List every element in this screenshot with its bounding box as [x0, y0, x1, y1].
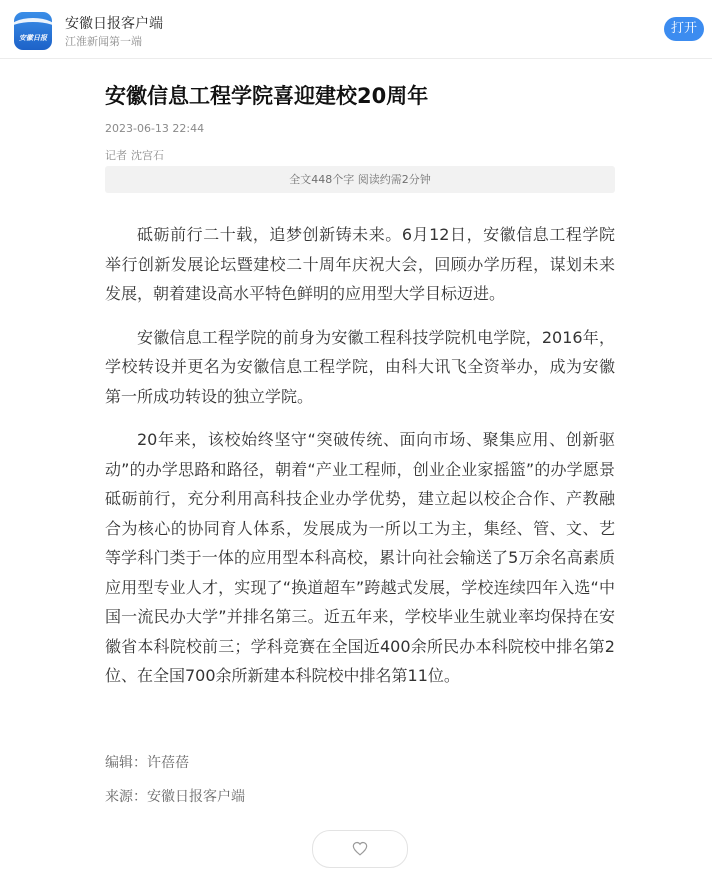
publish-date: 2023-06-13 22:44 — [105, 122, 205, 135]
app-slogan: 江淮新闻第一端 — [65, 35, 142, 48]
article-paragraph: 砥砺前行二十载，追梦创新铸未来。6月12日，安徽信息工程学院举行创新发展论坛暨建校二十周年庆祝大会，回顾办学历程，谋划未来发展，朝着建设高水平特色鲜明的应用型大学目标迈进。 — [105, 225, 615, 303]
app-name: 安徽日报客户端 — [65, 16, 163, 32]
article-body — [105, 220, 615, 705]
reporter-label: 记者 — [105, 149, 127, 162]
reading-stats-bar: 全文448个字 阅读约需2分钟 — [105, 166, 615, 193]
logo-text: 安徽日报 — [19, 34, 47, 42]
article-paragraph: 安徽信息工程学院的前身为安徽工程科技学院机电学院，2016年，学校转设并更名为安徽信息工程学院，由科大讯飞全资举办，成为安徽第一所成功转设的独立学院。 — [105, 327, 615, 406]
editor-credit: 编辑：许蓓蓓 — [105, 755, 189, 771]
heart-outline-icon — [352, 841, 368, 856]
anhui-daily-logo-icon — [14, 12, 52, 50]
like-button[interactable] — [312, 830, 408, 868]
app-download-banner — [0, 0, 712, 59]
open-app-button[interactable]: 打开 — [664, 17, 704, 41]
source-credit: 来源：安徽日报客户端 — [105, 789, 245, 805]
article-title: 安徽信息工程学院喜迎建校20周年 — [105, 84, 429, 108]
reporter-name: 沈宫石 — [131, 149, 164, 162]
article-paragraph: 20年来，该校始终坚守“突破传统、面向市场、聚集应用、创新驱动”的办学思路和路径，朝着“产业工程师，创业企业家摇篮”的办学愿景砥砺前行，充分利用高科技企业办学优势，建立起以校企合作、产教融合为核心的协同育人体系，发展成为一所以工为主，集经、管、文、艺等学科门类于一体的应用型本科高校，累计向社会输送了5万余名高素质应用型专业人才，实现了“换道超车”跨越式发展，学校连续四年入选“中国一流民办大学”并排名第三。近五年来，学校毕业生就业率均保持在安徽省本科院校前三；学科竞赛在全国近400余所民办本科院校中排名第2位、在全国700余所新建本科院校中排名第11位。 — [105, 430, 615, 685]
reporter-line — [105, 147, 168, 163]
